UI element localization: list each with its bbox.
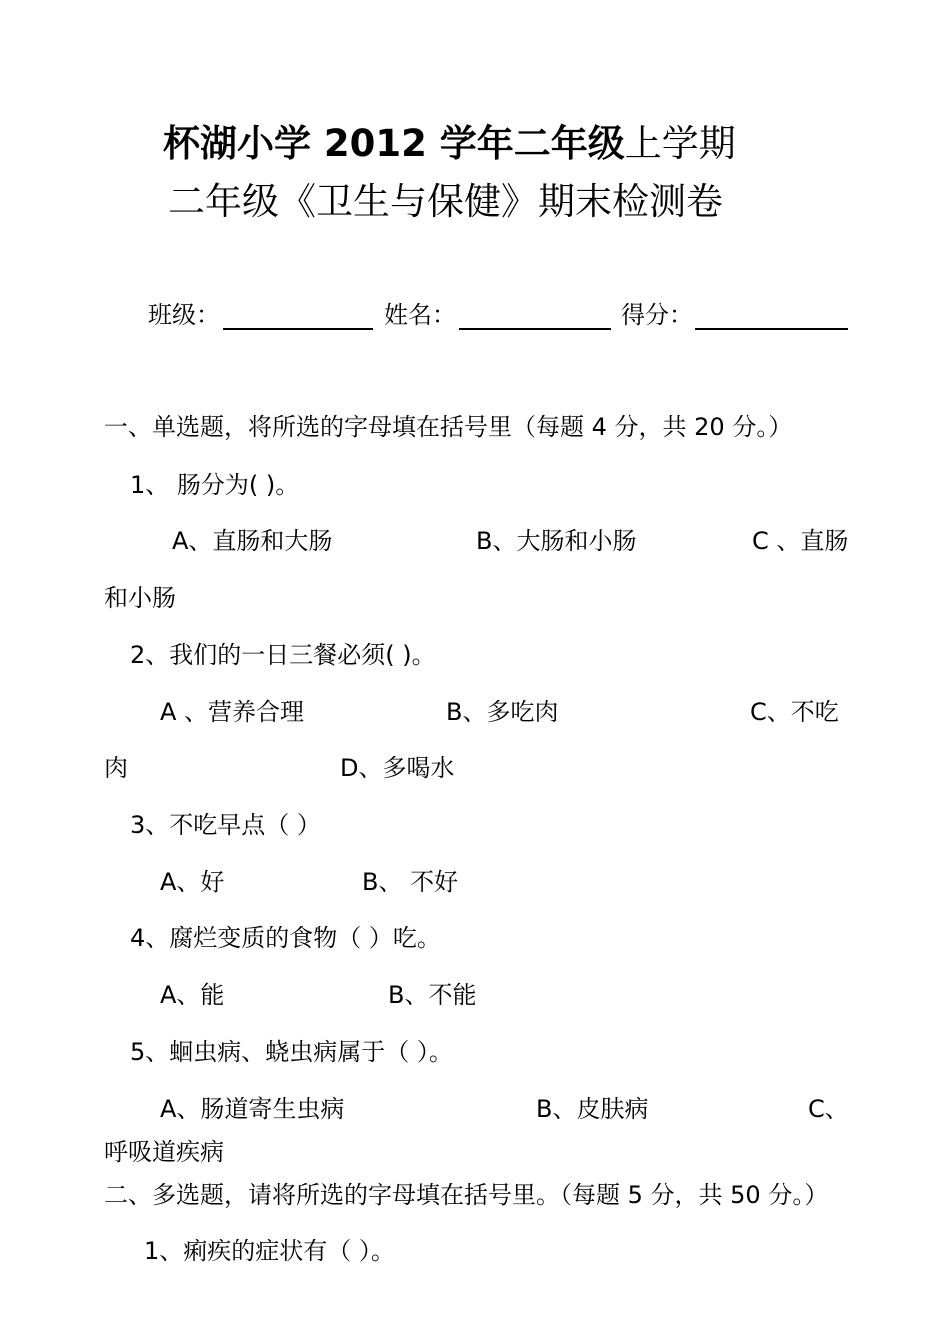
class-blank[interactable] xyxy=(223,302,373,330)
page-subtitle: 二年级《卫生与保健》期末检测卷 xyxy=(168,180,723,223)
class-label: 班级： xyxy=(148,301,220,329)
q4-option-b: B、不能 xyxy=(388,981,477,1009)
q2-stem: 2、我们的一日三餐必须( )。 xyxy=(130,641,436,669)
q5-option-c: C、 xyxy=(808,1095,849,1123)
score-blank[interactable] xyxy=(695,302,848,330)
title-bold-part: 杯湖小学 2012 学年二年级 xyxy=(163,122,625,165)
q4-stem: 4、腐烂变质的食物（ ）吃。 xyxy=(130,924,441,952)
q3-option-a: A、好 xyxy=(160,868,225,896)
q2-option-d: D、多喝水 xyxy=(340,754,455,782)
q5-option-a: A、肠道寄生虫病 xyxy=(160,1095,345,1123)
q5-option-b: B、皮肤病 xyxy=(536,1095,649,1123)
q3-stem: 3、不吃早点（ ） xyxy=(130,811,321,839)
q5-option-c-continued: 呼吸道疾病 xyxy=(104,1138,224,1166)
q2-option-c: C、不吃 xyxy=(750,698,839,726)
q4-option-a: A、能 xyxy=(160,981,225,1009)
name-label: 姓名： xyxy=(384,301,456,329)
title-rest-part: 上学期 xyxy=(624,122,736,165)
q1-option-c-continued: 和小肠 xyxy=(104,584,176,612)
q1-option-b: B、大肠和小肠 xyxy=(476,527,637,555)
s2-q1-stem: 1、痢疾的症状有（ ）。 xyxy=(144,1237,395,1265)
q1-option-c: C 、直肠 xyxy=(752,527,849,555)
name-blank[interactable] xyxy=(459,302,611,330)
q1-stem: 1、 肠分为( )。 xyxy=(130,471,300,499)
score-label: 得分： xyxy=(621,301,693,329)
q5-stem: 5、蛔虫病、蛲虫病属于（ ）。 xyxy=(130,1038,453,1066)
section1-heading: 一、单选题，将所选的字母填在括号里（每题 4 分，共 20 分。） xyxy=(104,413,793,441)
q2-option-b: B、多吃肉 xyxy=(446,698,559,726)
q1-option-a: A、直肠和大肠 xyxy=(172,527,333,555)
q3-option-b: B、 不好 xyxy=(362,868,459,896)
q2-option-a: A 、营养合理 xyxy=(160,698,305,726)
page-title xyxy=(163,122,736,166)
section2-heading: 二、多选题，请将所选的字母填在括号里。（每题 5 分，共 50 分。） xyxy=(104,1181,829,1209)
q2-option-c-continued: 肉 xyxy=(104,754,128,782)
